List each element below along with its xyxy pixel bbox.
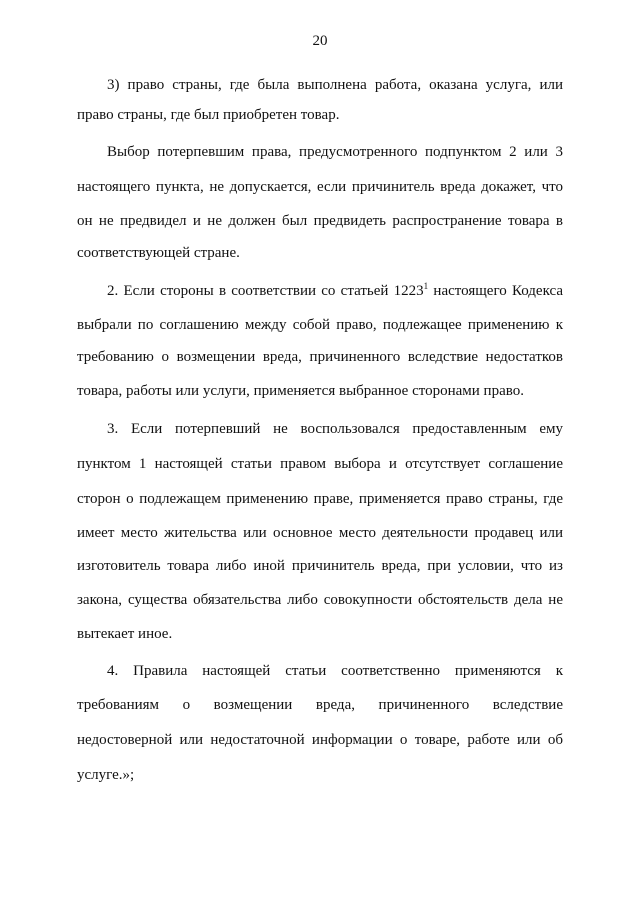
superscript: 1: [423, 281, 429, 291]
text-line: требованиям о возмещении вреда, причиненного вследствие: [77, 697, 563, 713]
text-segment: настоящего Кодекса: [428, 283, 563, 299]
text-line-with-superscript: [107, 281, 563, 301]
text-line: сторон о подлежащем применению праве, применяется право страны, где: [77, 491, 563, 507]
text-line: 3. Если потерпевший не воспользовался предоставленным ему: [107, 421, 563, 437]
text-line: настоящего пункта, не допускается, если причинитель вреда докажет, что: [77, 179, 563, 195]
text-segment: 2. Если стороны в соответствии со статьей 1223: [107, 283, 424, 299]
text-line: он не предвидел и не должен был предвидеть распространение товара в: [77, 213, 563, 229]
text-line: изготовитель товара либо иной причинитель вреда, при условии, что из: [77, 558, 563, 574]
text-line: право страны, где был приобретен товар.: [77, 107, 340, 123]
text-line: имеет место жительства или основное место деятельности продавец или: [77, 525, 563, 541]
page-number: 20: [312, 33, 328, 49]
text-line: закона, существа обязательства либо совокупности обстоятельств дела не: [77, 592, 563, 608]
text-line: Выбор потерпевшим права, предусмотренного подпунктом 2 или 3: [107, 144, 563, 160]
text-line: соответствующей стране.: [77, 245, 240, 261]
text-line: требованию о возмещении вреда, причиненного вследствие недостатков: [77, 349, 563, 365]
text-line: 3) право страны, где была выполнена работа, оказана услуга, или: [107, 77, 563, 93]
text-line: пунктом 1 настоящей статьи правом выбора и отсутствует соглашение: [77, 456, 563, 472]
text-line: недостоверной или недостаточной информации о товаре, работе или об: [77, 732, 563, 748]
text-line: 4. Правила настоящей статьи соответственно применяются к: [107, 663, 563, 679]
text-line: услуге.»;: [77, 767, 135, 783]
text-line: товара, работы или услуги, применяется выбранное сторонами право.: [77, 383, 524, 399]
text-line: выбрали по соглашению между собой право, подлежащее применению к: [77, 317, 563, 333]
text-line: вытекает иное.: [77, 626, 173, 642]
